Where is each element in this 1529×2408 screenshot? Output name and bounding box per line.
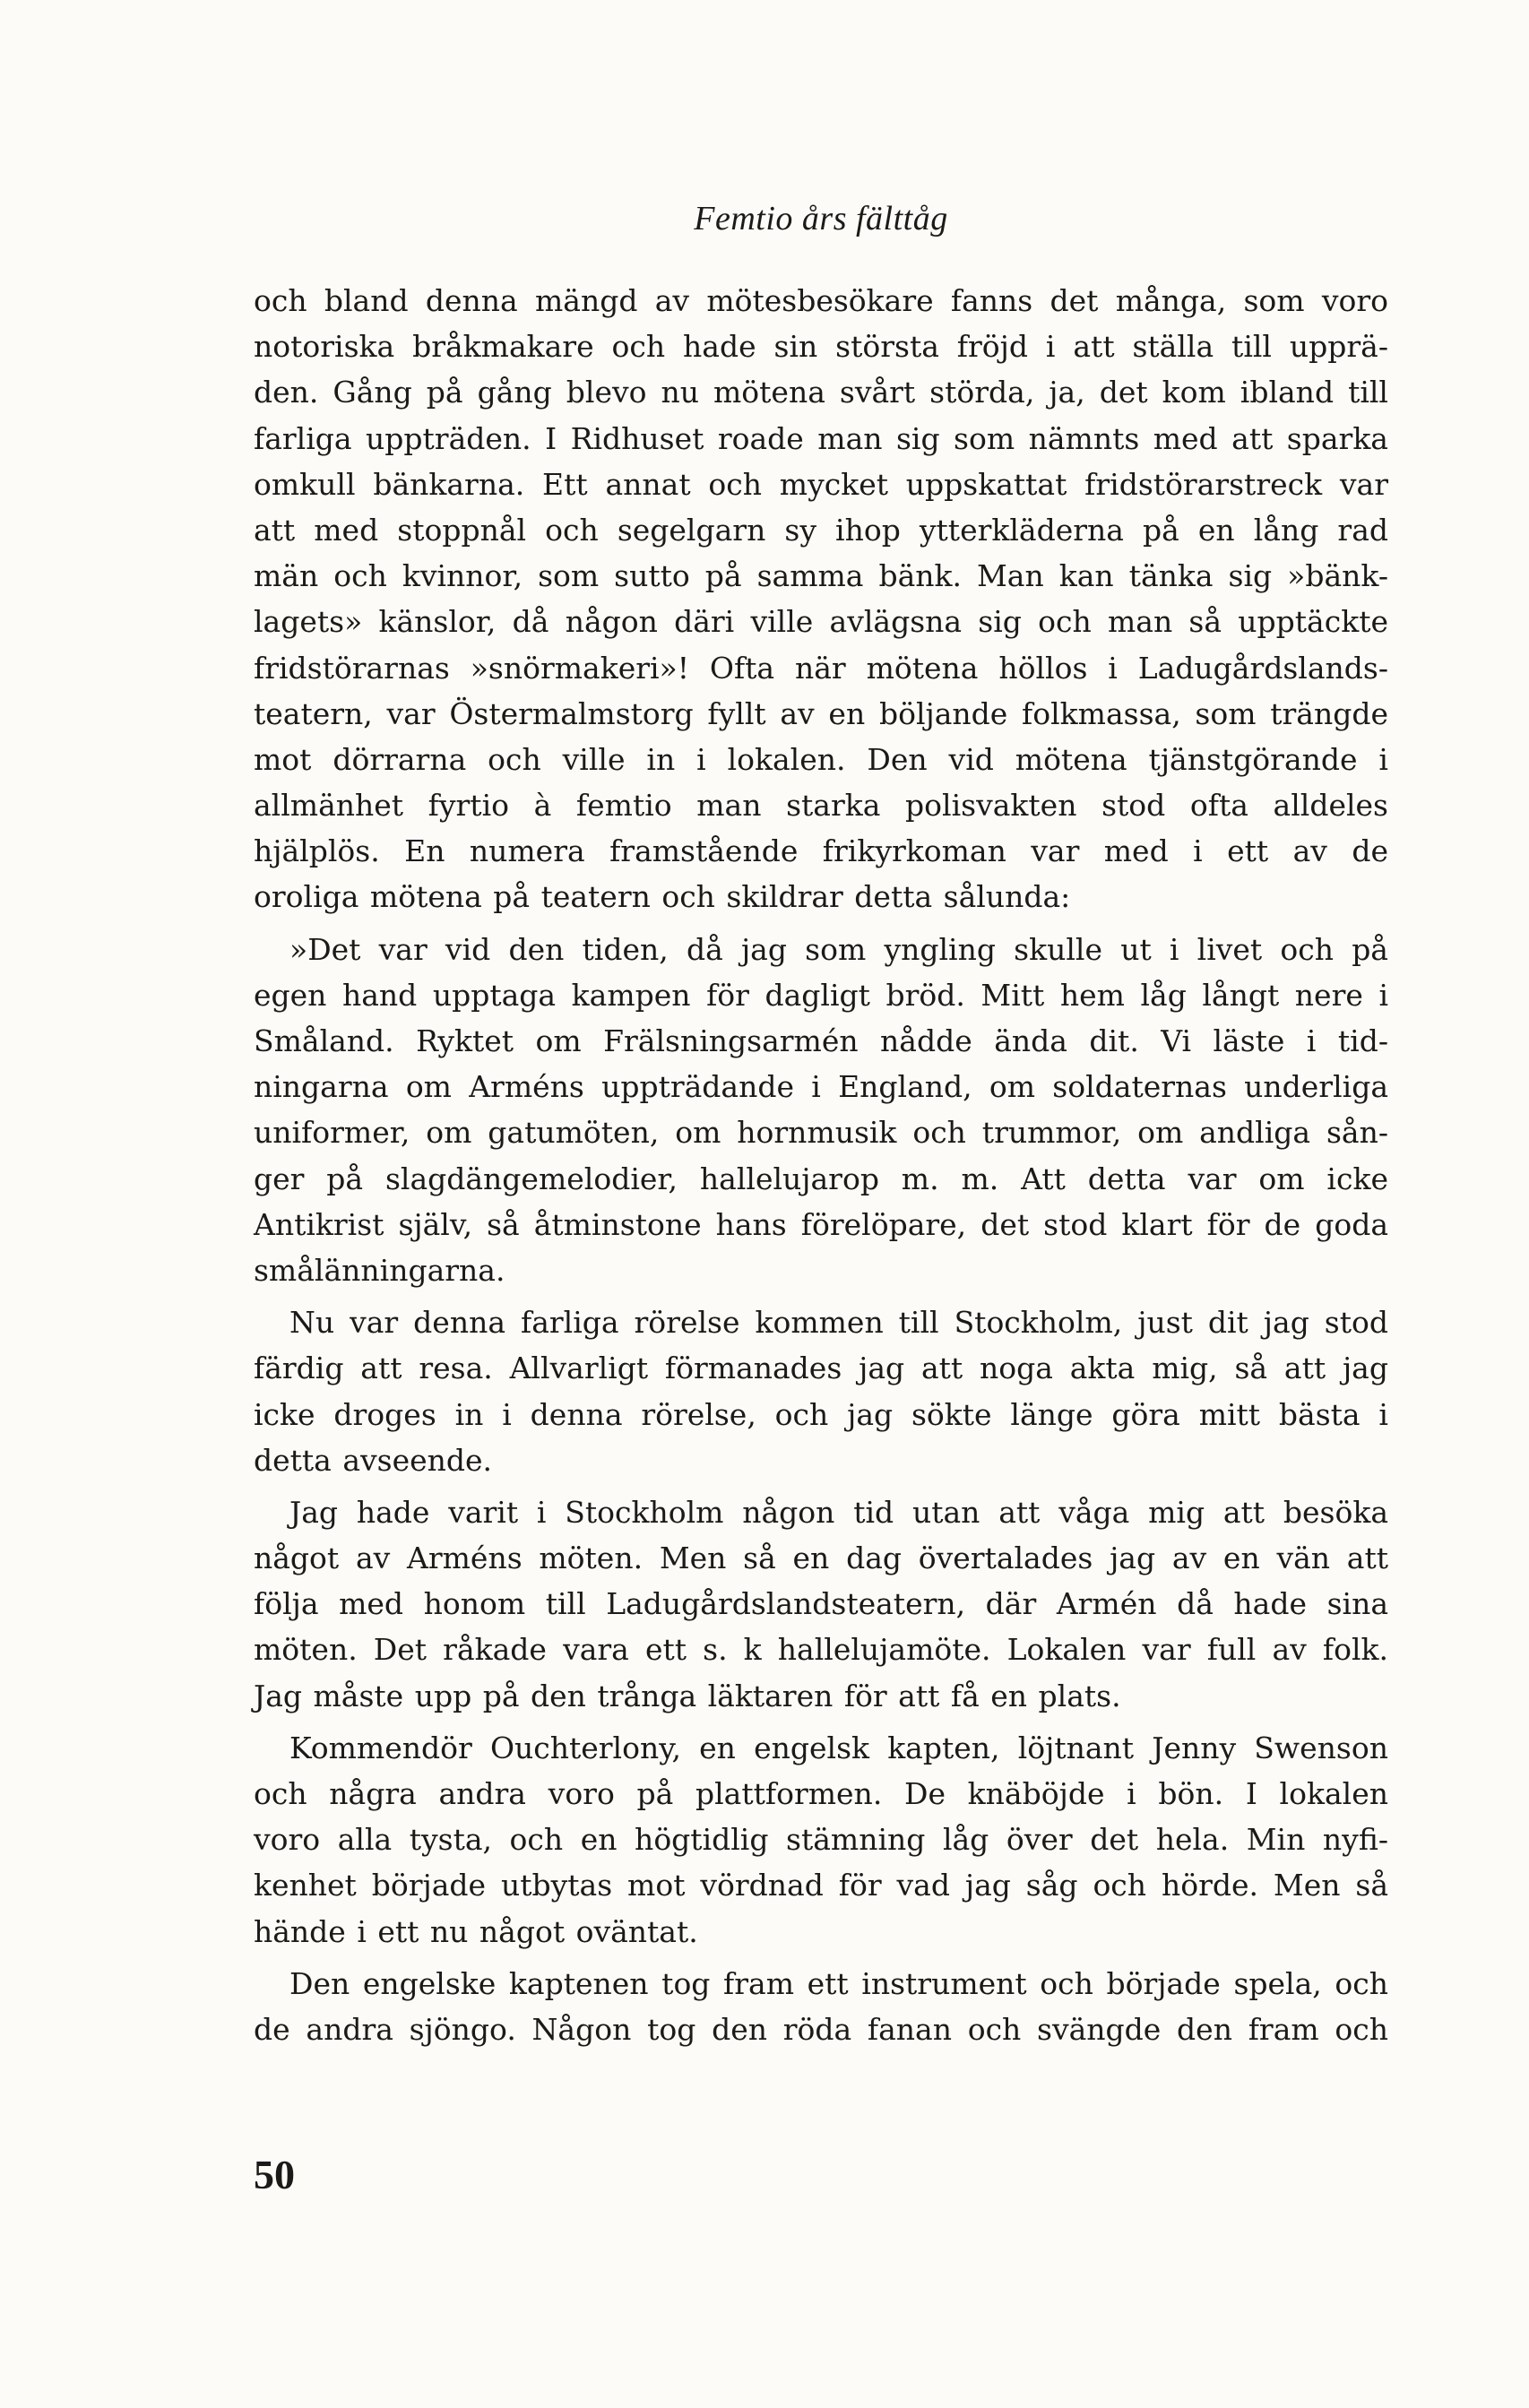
text-line: icke droges in i denna rörelse, och jag sökte länge göra mitt bästa i — [254, 1396, 1388, 1432]
text-line: Kommendör Ouchterlony, en engelsk kapten, löjtnant Jenny Swenson — [289, 1730, 1388, 1765]
text-line: teatern, var Östermalmstorg fyllt av en böljande folkmassa, som trängde — [254, 695, 1388, 731]
text-line: de andra sjöngo. Någon tog den röda fanan och svängde den fram och — [254, 2011, 1388, 2047]
text-line: smålänningarna. — [254, 1252, 505, 1288]
text-line: omkull bänkarna. Ett annat och mycket uppskattat fridstörarstreck var — [254, 466, 1388, 502]
text-line: fridstörarnas »snörmakeri»! Ofta när mötena höllos i Ladugårdslands- — [254, 650, 1388, 686]
page-number: 50 — [254, 2152, 295, 2197]
text-line: uniformer, om gatumöten, om hornmusik och trummor, om andliga sån- — [254, 1115, 1388, 1151]
text-line: notoriska bråkmakare och hade sin största fröjd i att ställa till upprä- — [254, 329, 1388, 365]
text-line: Jag måste upp på den trånga läktaren för att få en plats. — [254, 1678, 1121, 1713]
text-line: oroliga mötena på teatern och skildrar detta sålunda: — [254, 879, 1071, 915]
text-line: att med stoppnål och segelgarn sy ihop ytterkläderna på en lång rad — [254, 512, 1388, 548]
text-line: »Det var vid den tiden, då jag som yngling skulle ut i livet och på — [289, 931, 1388, 967]
book-page — [254, 0, 1388, 2408]
body-text — [254, 278, 1388, 2052]
text-line: lagets» känslor, då någon däri ville avlägsna sig och man så upptäckte — [254, 604, 1388, 640]
text-line: hjälplös. En numera framstående frikyrkoman var med i ett av de — [254, 833, 1388, 869]
text-line: Jag hade varit i Stockholm någon tid utan att våga mig att besöka — [289, 1494, 1388, 1530]
text-line: farliga uppträden. I Ridhuset roade man sig som nämnts med att sparka — [254, 420, 1388, 456]
paragraph — [254, 927, 1388, 1294]
paragraph — [254, 1961, 1388, 2052]
text-line: följa med honom till Ladugårdslandsteatern, där Armén då hade sina — [254, 1586, 1388, 1622]
paragraph — [254, 1489, 1388, 1719]
text-line: möten. Det råkade vara ett s. k hallelujamöte. Lokalen var full av folk. — [254, 1632, 1388, 1668]
text-line: ger på slagdängemelodier, hallelujarop m. m. Att detta var om icke — [254, 1161, 1388, 1196]
text-line: män och kvinnor, som sutto på samma bänk. Man kan tänka sig »bänk- — [254, 558, 1388, 594]
text-line: Småland. Ryktet om Frälsningsarmén nådde ända dit. Vi läste i tid- — [254, 1023, 1388, 1058]
text-line: detta avseende. — [254, 1442, 493, 1478]
text-line: mot dörrarna och ville in i lokalen. Den vid mötena tjänstgörande i — [254, 741, 1388, 777]
paragraph — [254, 1725, 1388, 1955]
text-line: den. Gång på gång blevo nu mötena svårt störda, ja, det kom ibland till — [254, 375, 1388, 410]
running-head: Femtio års fälttåg — [694, 200, 948, 237]
text-line: Antikrist själv, så åtminstone hans förelöpare, det stod klart för de goda — [254, 1206, 1388, 1242]
text-line: allmänhet fyrtio à femtio man starka polisvakten stod ofta alldeles — [254, 788, 1388, 824]
text-line: ningarna om Arméns uppträdande i England, om soldaternas underliga — [254, 1069, 1388, 1105]
text-line: Nu var denna farliga rörelse kommen till Stockholm, just dit jag stod — [289, 1305, 1388, 1341]
text-line: egen hand upptaga kampen för dagligt bröd. Mitt hem låg långt nere i — [254, 977, 1388, 1013]
text-line: något av Arméns möten. Men så en dag övertalades jag av en vän att — [254, 1541, 1388, 1576]
text-line: och bland denna mängd av mötesbesökare fanns det många, som voro — [254, 283, 1388, 318]
text-line: Den engelske kaptenen tog fram ett instrument och började spela, och — [289, 1965, 1388, 2001]
text-line: voro alla tysta, och en högtidlig stämning låg över det hela. Min nyfi- — [254, 1822, 1388, 1858]
text-line: färdig att resa. Allvarligt förmanades jag att noga akta mig, så att jag — [254, 1351, 1388, 1386]
paragraph — [254, 278, 1388, 920]
text-line: och några andra voro på plattformen. De knäböjde i bön. I lokalen — [254, 1776, 1388, 1811]
text-line: hände i ett nu något oväntat. — [254, 1913, 698, 1949]
paragraph — [254, 1299, 1388, 1483]
text-line: kenhet började utbytas mot vördnad för vad jag såg och hörde. Men så — [254, 1868, 1388, 1903]
